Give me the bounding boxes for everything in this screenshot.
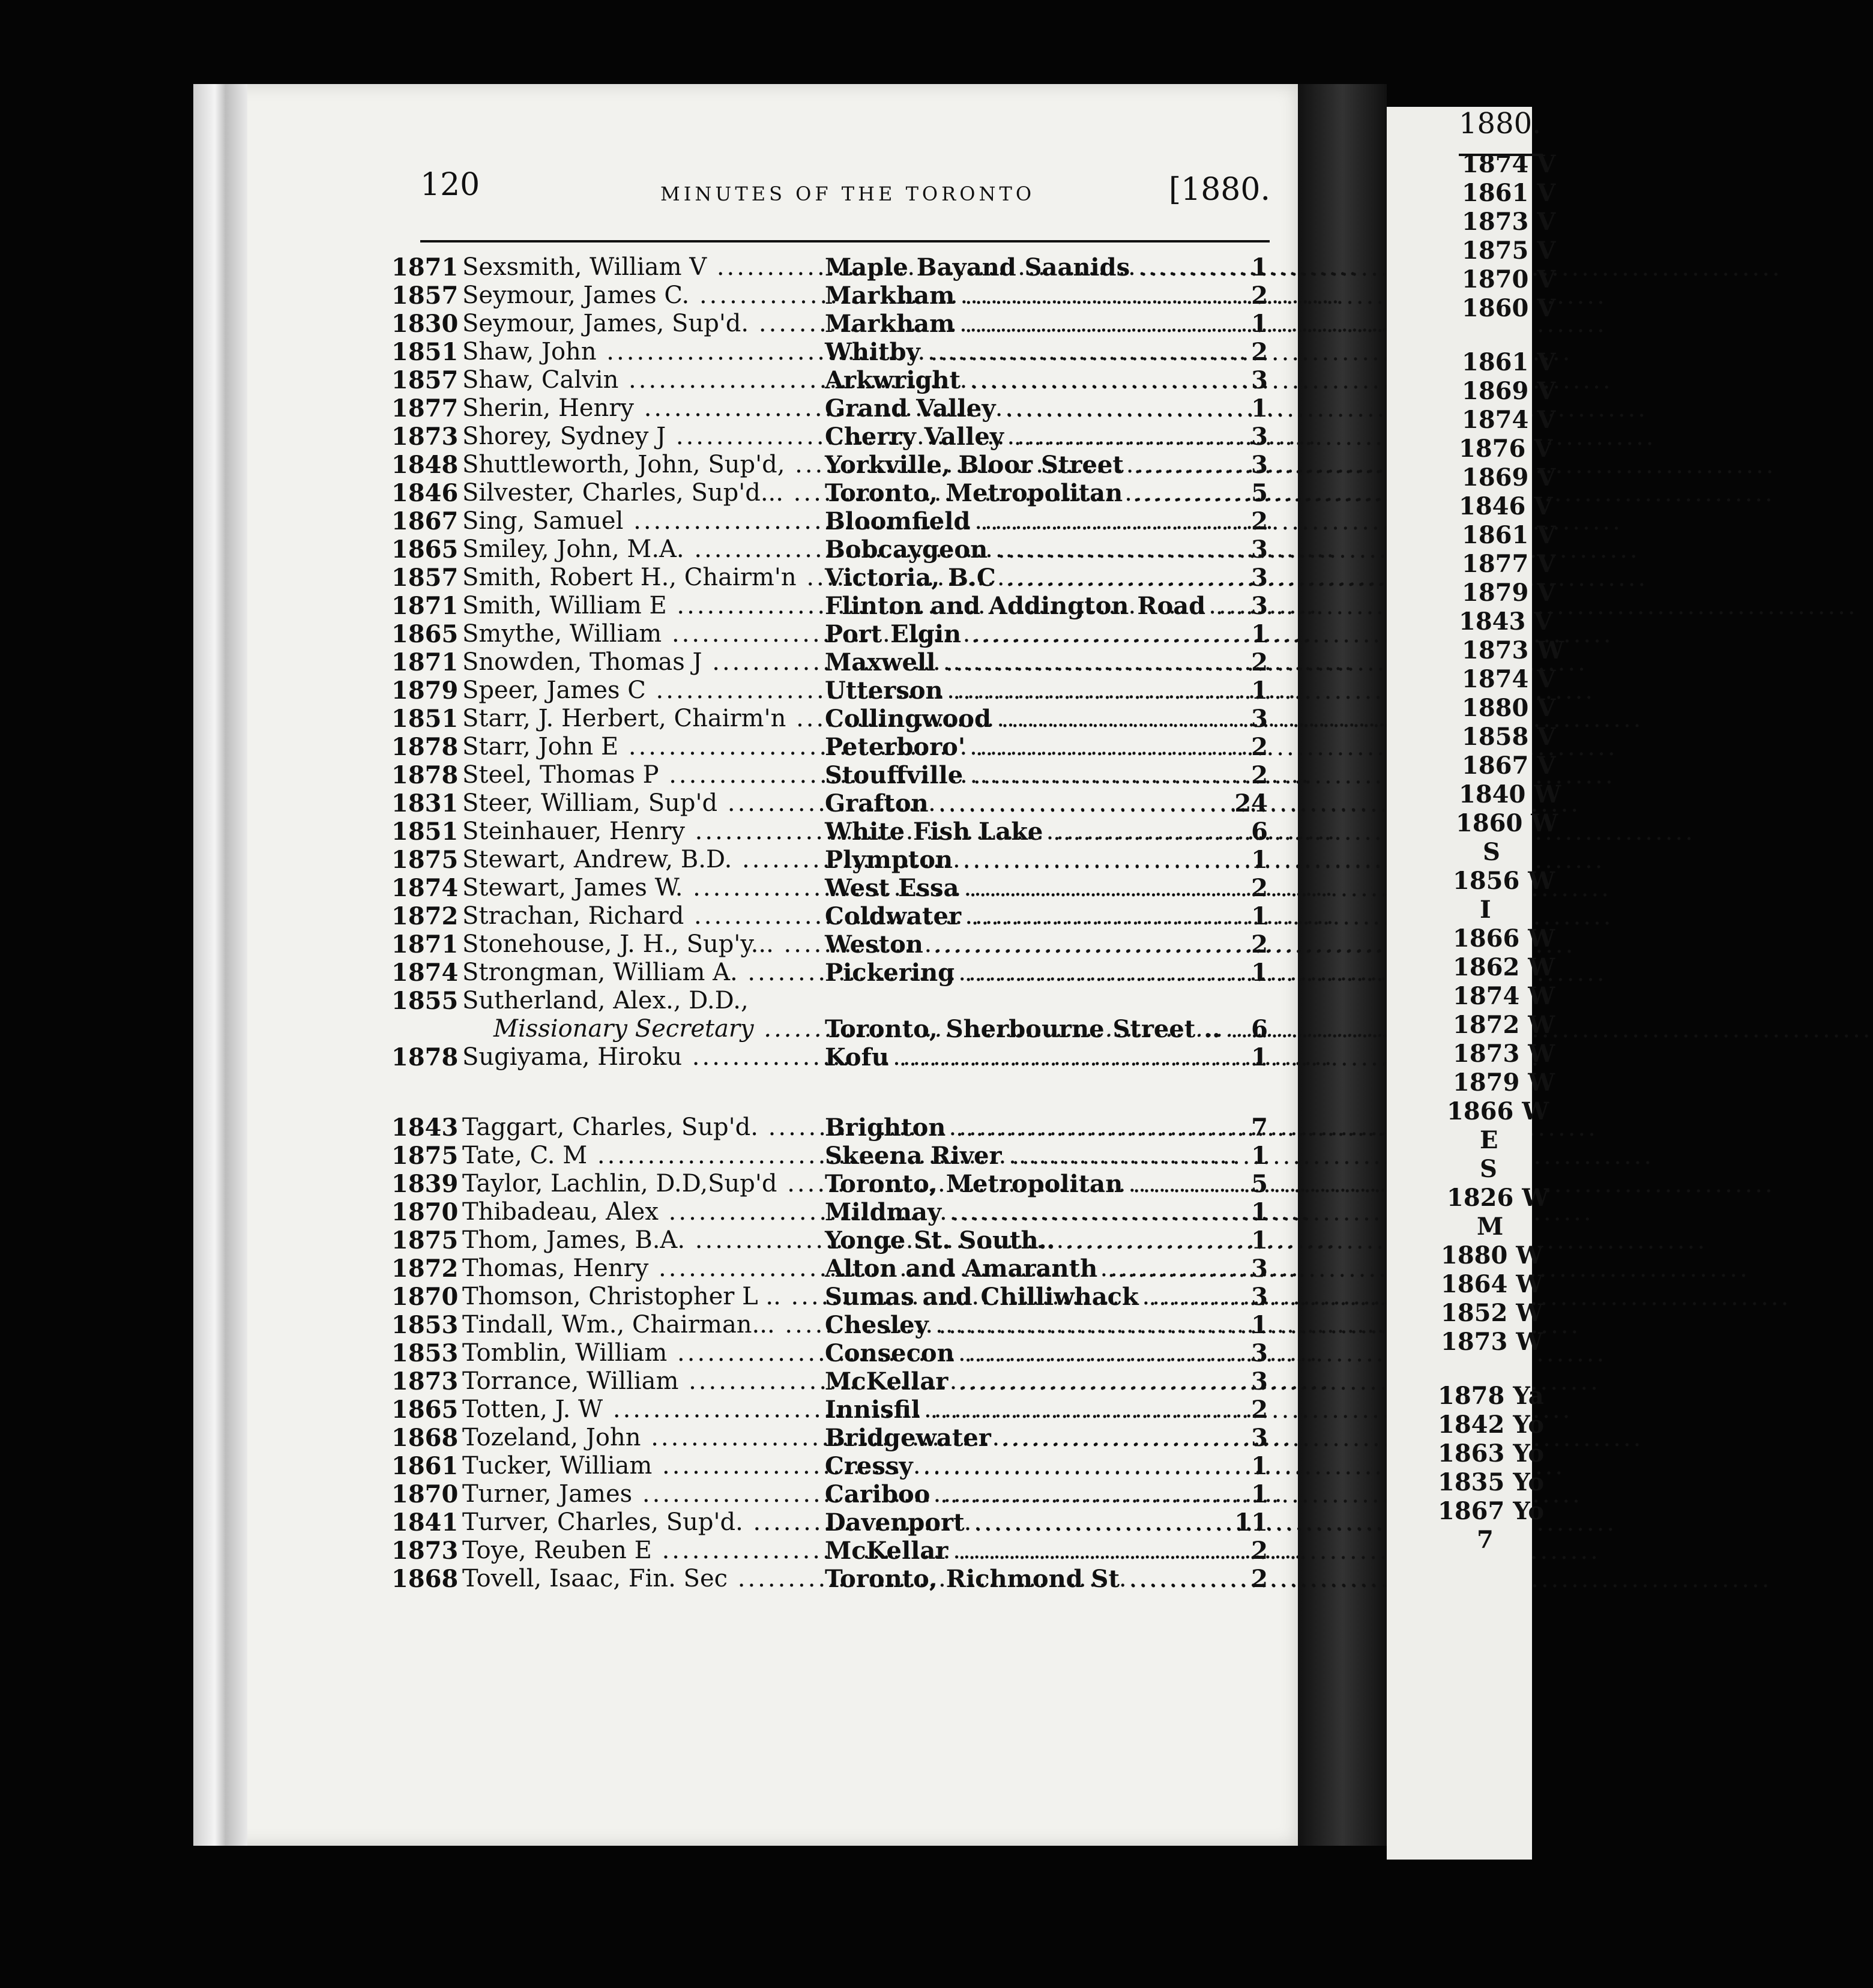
entry-years: 1 bbox=[1251, 310, 1268, 338]
list-item bbox=[391, 620, 1268, 648]
entry-name: Speer, James C ..... bbox=[462, 676, 822, 705]
entry-year: 1871 bbox=[391, 648, 459, 676]
right-fragment: 1877 V bbox=[1462, 550, 1556, 578]
list-item bbox=[391, 1565, 1268, 1593]
entry-place: Grand Valley ..... bbox=[825, 394, 1209, 423]
right-fragment: S bbox=[1483, 838, 1500, 866]
entry-name: Smythe, William ..... bbox=[462, 620, 822, 648]
header-year: [1880. bbox=[1168, 172, 1270, 208]
right-fragment: 1861 V bbox=[1462, 348, 1556, 376]
right-fragment: 1874 V bbox=[1462, 150, 1556, 178]
entry-name: Thibadeau, Alex ..... bbox=[462, 1198, 822, 1226]
entry-years: 2 bbox=[1251, 282, 1268, 310]
right-page bbox=[1387, 107, 1564, 1860]
entry-year: 1861 bbox=[391, 1452, 459, 1480]
entry-place: Davenport ..... bbox=[825, 1508, 1209, 1537]
entry-years: 3 bbox=[1251, 451, 1268, 479]
list-item bbox=[391, 902, 1268, 930]
entry-year: 1871 bbox=[391, 592, 459, 620]
entry-year: 1875 bbox=[391, 846, 459, 874]
entry-place: Weston ..... bbox=[825, 930, 1209, 959]
entry-years: 7 bbox=[1251, 1113, 1268, 1142]
entry-place: Bloomfield ..... bbox=[825, 507, 1209, 536]
entry-year: 1851 bbox=[391, 818, 459, 846]
entry-place: Toronto, Metropolitan ..... bbox=[825, 1170, 1209, 1199]
entry-year: 1851 bbox=[391, 705, 459, 733]
entry-name: Turver, Charles, Sup'd. ..... bbox=[462, 1508, 822, 1537]
entry-years: 1 bbox=[1251, 846, 1268, 874]
entry-place: Cariboo ..... bbox=[825, 1480, 1209, 1509]
list-item bbox=[391, 705, 1268, 733]
list-item bbox=[391, 1537, 1268, 1565]
entry-years: 3 bbox=[1251, 1424, 1268, 1452]
list-item bbox=[391, 451, 1268, 479]
right-fragment: 1880 W bbox=[1441, 1241, 1543, 1270]
list-item bbox=[391, 1255, 1268, 1283]
entry-name: Stewart, James W. ..... bbox=[462, 874, 822, 902]
entry-years: 1 bbox=[1251, 620, 1268, 648]
right-fragment: 1858 V bbox=[1462, 723, 1556, 751]
entry-place: Flinton and Addington Road ..... bbox=[825, 592, 1209, 621]
right-fragment: 1879 W bbox=[1453, 1068, 1555, 1097]
entry-place: Port Elgin ..... bbox=[825, 620, 1209, 649]
entry-year: 1865 bbox=[391, 620, 459, 648]
list-item bbox=[391, 648, 1268, 676]
right-fragment: 7 bbox=[1477, 1526, 1494, 1554]
list-item bbox=[391, 394, 1268, 423]
list-item bbox=[391, 1508, 1268, 1537]
entry-year: 1870 bbox=[391, 1198, 459, 1226]
entry-year: 1873 bbox=[391, 1537, 459, 1565]
list-item bbox=[391, 1424, 1268, 1452]
list-item bbox=[391, 1170, 1268, 1198]
entry-year: 1857 bbox=[391, 282, 459, 310]
entry-name: Tucker, William ..... bbox=[462, 1452, 822, 1480]
right-fragment: 1869 V bbox=[1462, 377, 1556, 405]
right-fragment: 1869 V bbox=[1462, 463, 1556, 492]
entry-place: Plympton ..... bbox=[825, 846, 1209, 875]
list-item bbox=[391, 818, 1268, 846]
entry-year: 1871 bbox=[391, 253, 459, 282]
entry-year: 1865 bbox=[391, 1396, 459, 1424]
list-item bbox=[391, 423, 1268, 451]
entry-place: Alton and Amaranth ..... bbox=[825, 1255, 1209, 1283]
entry-year: 1871 bbox=[391, 930, 459, 959]
right-fragment: 1875 V bbox=[1462, 236, 1556, 265]
entry-place: Coldwater ..... bbox=[825, 902, 1209, 931]
entry-years: 1 bbox=[1251, 1198, 1268, 1226]
entry-name: Starr, J. Herbert, Chairm'n ..... bbox=[462, 705, 822, 733]
entry-years: 1 bbox=[1251, 959, 1268, 987]
entry-place: Peterboro' ..... bbox=[825, 733, 1209, 762]
entry-place: Toronto, Metropolitan ..... bbox=[825, 479, 1209, 508]
entry-years: 3 bbox=[1251, 1255, 1268, 1283]
entry-name: Sugiyama, Hiroku ..... bbox=[462, 1043, 822, 1071]
entry-name: Tate, C. M ..... bbox=[462, 1142, 822, 1170]
right-fragment: 1826 W bbox=[1447, 1184, 1549, 1212]
entry-years: 3 bbox=[1251, 592, 1268, 620]
entry-name: Smith, Robert H., Chairm'n ..... bbox=[462, 564, 822, 592]
entry-place: Mildmay ..... bbox=[825, 1198, 1209, 1227]
entry-year: 1878 bbox=[391, 1043, 459, 1071]
list-item bbox=[391, 1043, 1268, 1071]
list-item bbox=[391, 1480, 1268, 1508]
entry-year: 1853 bbox=[391, 1311, 459, 1339]
entry-years: 3 bbox=[1251, 1339, 1268, 1367]
entry-place: White Fish Lake ..... bbox=[825, 818, 1209, 846]
entry-years: 3 bbox=[1251, 1283, 1268, 1311]
entry-name: Thom, James, B.A. ..... bbox=[462, 1226, 822, 1255]
right-fragment: I bbox=[1480, 896, 1491, 924]
entry-year: 1875 bbox=[391, 1226, 459, 1255]
list-item bbox=[391, 1452, 1268, 1480]
entry-place: Kofu ..... bbox=[825, 1043, 1209, 1072]
entry-years: 3 bbox=[1251, 366, 1268, 394]
entry-year: 1874 bbox=[391, 874, 459, 902]
entry-year: 1841 bbox=[391, 1508, 459, 1537]
entry-year: 1855 bbox=[391, 987, 459, 1015]
entry-place: McKellar ..... bbox=[825, 1537, 1209, 1565]
entry-years: 3 bbox=[1251, 535, 1268, 564]
right-fragment: 1873 W bbox=[1453, 1040, 1555, 1068]
entry-year: 1865 bbox=[391, 535, 459, 564]
entry-year: 1877 bbox=[391, 394, 459, 423]
right-fragment: 1852 W bbox=[1441, 1299, 1543, 1327]
section-gap bbox=[391, 1071, 1268, 1113]
entry-name: Smith, William E ..... bbox=[462, 592, 822, 620]
entry-years: 1 bbox=[1251, 1480, 1268, 1508]
entry-years: 1 bbox=[1251, 394, 1268, 423]
right-fragment: 1842 Yo bbox=[1438, 1411, 1545, 1439]
entry-name: Seymour, James, Sup'd. ..... bbox=[462, 310, 822, 338]
entry-year: 1873 bbox=[391, 423, 459, 451]
list-item bbox=[391, 676, 1268, 705]
entry-year: 1857 bbox=[391, 366, 459, 394]
entry-years: 1 bbox=[1251, 1452, 1268, 1480]
list-item bbox=[391, 1396, 1268, 1424]
entry-place: Yorkville, Bloor Street ..... bbox=[825, 451, 1209, 480]
right-fragment: 1866 W bbox=[1447, 1097, 1549, 1125]
entry-year: 1872 bbox=[391, 1255, 459, 1283]
entry-year: 1878 bbox=[391, 733, 459, 761]
entry-name: Missionary Secretary ..... bbox=[493, 1015, 822, 1043]
entry-name: Torrance, William ..... bbox=[462, 1367, 822, 1396]
entry-place: Toronto, Richmond St ..... bbox=[825, 1565, 1209, 1594]
list-item bbox=[391, 959, 1268, 987]
entry-name: Shaw, Calvin ..... bbox=[462, 366, 822, 394]
entry-name: Snowden, Thomas J ..... bbox=[462, 648, 822, 676]
entry-name: Tozeland, John ..... bbox=[462, 1424, 822, 1452]
right-fragment: 1876 V bbox=[1459, 435, 1553, 463]
right-fragment: 1872 W bbox=[1453, 1011, 1555, 1039]
entry-name: Sing, Samuel ..... bbox=[462, 507, 822, 535]
entry-place: Markham ..... bbox=[825, 282, 1209, 310]
right-fragment: 1867 Yo bbox=[1438, 1497, 1545, 1525]
list-item bbox=[391, 789, 1268, 818]
right-fragment: 1835 Yo bbox=[1438, 1468, 1545, 1496]
running-header bbox=[420, 161, 1285, 221]
entry-name: Smiley, John, M.A. ..... bbox=[462, 535, 822, 564]
entry-place: Stouffville ..... bbox=[825, 761, 1209, 790]
entry-place: Cressy ..... bbox=[825, 1452, 1209, 1481]
list-item bbox=[391, 1015, 1268, 1043]
entry-place: Consecon ..... bbox=[825, 1339, 1209, 1368]
entry-year: 1851 bbox=[391, 338, 459, 366]
entry-years: 2 bbox=[1251, 507, 1268, 535]
entry-year: 1870 bbox=[391, 1480, 459, 1508]
list-item bbox=[391, 1226, 1268, 1255]
entry-place: Whitby ..... bbox=[825, 338, 1209, 367]
entry-place: Victoria, B.C ..... bbox=[825, 564, 1209, 592]
entry-years: 3 bbox=[1251, 564, 1268, 592]
entry-name: Taggart, Charles, Sup'd. ..... bbox=[462, 1113, 822, 1142]
list-item bbox=[391, 366, 1268, 394]
list-item bbox=[391, 846, 1268, 874]
right-fragment: 1866 W bbox=[1453, 924, 1555, 953]
right-fragment: 1867 V bbox=[1462, 752, 1556, 780]
entry-place: Maxwell ..... bbox=[825, 648, 1209, 677]
list-item bbox=[391, 282, 1268, 310]
entry-year: 1848 bbox=[391, 451, 459, 479]
entry-years: 1 bbox=[1251, 1226, 1268, 1255]
entry-years: 1 bbox=[1251, 1043, 1268, 1071]
minister-listing bbox=[391, 253, 1268, 1593]
entry-name: Steer, William, Sup'd ..... bbox=[462, 789, 822, 818]
list-item bbox=[391, 1198, 1268, 1226]
entry-year: 1868 bbox=[391, 1424, 459, 1452]
entry-place: Yonge St. South.. ..... bbox=[825, 1226, 1209, 1255]
entry-name: Silvester, Charles, Sup'd... ..... bbox=[462, 479, 822, 507]
entry-name: Toye, Reuben E ..... bbox=[462, 1537, 822, 1565]
entry-name: Stonehouse, J. H., Sup'y... ..... bbox=[462, 930, 822, 959]
right-header-year: 1880. bbox=[1459, 107, 1542, 140]
entry-place: McKellar ..... bbox=[825, 1367, 1209, 1396]
entry-year: 1868 bbox=[391, 1565, 459, 1593]
entry-years: 1 bbox=[1251, 1311, 1268, 1339]
entry-name: Steinhauer, Henry ..... bbox=[462, 818, 822, 846]
list-item bbox=[391, 507, 1268, 535]
entry-years: 3 bbox=[1251, 1367, 1268, 1396]
entry-years: 2 bbox=[1251, 761, 1268, 789]
entry-years: 1 bbox=[1251, 676, 1268, 705]
entry-place: West Essa ..... bbox=[825, 874, 1209, 903]
right-fragment: 1846 V bbox=[1459, 492, 1553, 520]
right-fragment: 1880 V bbox=[1462, 694, 1556, 722]
right-fragment: 1861 V bbox=[1462, 521, 1556, 549]
right-fragment: E bbox=[1480, 1126, 1498, 1154]
entry-year: 1874 bbox=[391, 959, 459, 987]
entry-place: Brighton ..... bbox=[825, 1113, 1209, 1142]
entry-name: Seymour, James C. ..... bbox=[462, 282, 822, 310]
entry-years: 6 bbox=[1251, 1015, 1268, 1043]
entry-years: 2 bbox=[1251, 648, 1268, 676]
entry-year: 1839 bbox=[391, 1170, 459, 1198]
right-fragment: 1860 V bbox=[1462, 294, 1556, 322]
entry-name: Turner, James ..... bbox=[462, 1480, 822, 1508]
entry-place: Bobcaygeon ..... bbox=[825, 535, 1209, 564]
entry-name: Shuttleworth, John, Sup'd, ..... bbox=[462, 451, 822, 479]
entry-place: Markham ..... bbox=[825, 310, 1209, 339]
entry-years: 1 bbox=[1251, 1142, 1268, 1170]
entry-place: Skeena River ..... bbox=[825, 1142, 1209, 1170]
entry-year: 1853 bbox=[391, 1339, 459, 1367]
list-item bbox=[391, 592, 1268, 620]
entry-name: Thomson, Christopher L .. ..... bbox=[462, 1283, 822, 1311]
right-fragment: 1863 Yo bbox=[1438, 1439, 1545, 1468]
page-number: 120 bbox=[420, 167, 480, 203]
entry-year: 1831 bbox=[391, 789, 459, 818]
list-item bbox=[391, 1311, 1268, 1339]
entry-name: Sutherland, Alex., D.D., bbox=[462, 987, 749, 1014]
entry-name: Steel, Thomas P ..... bbox=[462, 761, 822, 789]
entry-years: 2 bbox=[1251, 874, 1268, 902]
entry-name: Tindall, Wm., Chairman... ..... bbox=[462, 1311, 822, 1339]
right-fragment: 1862 W bbox=[1453, 953, 1555, 981]
entry-place: Utterson ..... bbox=[825, 676, 1209, 705]
entry-place: Grafton ..... bbox=[825, 789, 1209, 818]
entry-place: Chesley ..... bbox=[825, 1311, 1209, 1340]
entry-years: 3 bbox=[1251, 705, 1268, 733]
entry-years: 2 bbox=[1251, 1537, 1268, 1565]
right-fragment: 1843 V bbox=[1459, 607, 1553, 636]
right-fragment: 1861 V bbox=[1462, 179, 1556, 207]
entry-name: Shorey, Sydney J ..... bbox=[462, 423, 822, 451]
entry-years: 2 bbox=[1251, 733, 1268, 761]
list-item bbox=[391, 1113, 1268, 1142]
list-item bbox=[391, 1367, 1268, 1396]
right-fragment: 1878 Ya bbox=[1438, 1382, 1544, 1410]
entry-name: Totten, J. W ..... bbox=[462, 1396, 822, 1424]
entry-years: 24 bbox=[1234, 789, 1268, 818]
entry-year: 1873 bbox=[391, 1367, 459, 1396]
entry-place: Innisfil ..... bbox=[825, 1396, 1209, 1424]
right-fragment: 1873 V bbox=[1462, 208, 1556, 236]
entry-place: Pickering ..... bbox=[825, 959, 1209, 987]
entry-place: Sumas and Chilliwhack ..... bbox=[825, 1283, 1209, 1312]
list-item bbox=[391, 930, 1268, 959]
entry-name: Stewart, Andrew, B.D. ..... bbox=[462, 846, 822, 874]
right-fragment: 1874 V bbox=[1462, 665, 1556, 693]
right-fragment: M bbox=[1477, 1212, 1504, 1241]
entry-name: Strachan, Richard ..... bbox=[462, 902, 822, 930]
list-item bbox=[391, 564, 1268, 592]
list-item bbox=[391, 338, 1268, 366]
entry-place: Arkwright ..... bbox=[825, 366, 1209, 395]
list-item bbox=[391, 761, 1268, 789]
entry-years: 2 bbox=[1251, 1396, 1268, 1424]
entry-year: 1879 bbox=[391, 676, 459, 705]
entry-name: Shaw, John ..... bbox=[462, 338, 822, 366]
entry-year: 1830 bbox=[391, 310, 459, 338]
entry-year: 1872 bbox=[391, 902, 459, 930]
entry-years: 2 bbox=[1251, 338, 1268, 366]
entry-year: 1857 bbox=[391, 564, 459, 592]
entry-name: Tovell, Isaac, Fin. Sec ..... bbox=[462, 1565, 822, 1593]
right-fragment: 1874 W bbox=[1453, 982, 1555, 1010]
entry-years: 1 bbox=[1251, 253, 1268, 282]
entry-place: Toronto, Sherbourne Street .. ..... bbox=[825, 1015, 1209, 1044]
right-fragment: 1860 W bbox=[1456, 809, 1558, 837]
right-fragment: 1873 W bbox=[1462, 636, 1564, 664]
entry-name: Taylor, Lachlin, D.D,Sup'd ..... bbox=[462, 1170, 822, 1198]
entry-years: 2 bbox=[1251, 1565, 1268, 1593]
page-edges bbox=[193, 84, 247, 1846]
entry-years: 2 bbox=[1251, 930, 1268, 959]
entry-year: 1870 bbox=[391, 1283, 459, 1311]
entry-year: 1875 bbox=[391, 1142, 459, 1170]
list-item bbox=[391, 479, 1268, 507]
entry-year: 1878 bbox=[391, 761, 459, 789]
entry-name: Sherin, Henry ..... bbox=[462, 394, 822, 423]
entry-years: 5 bbox=[1251, 479, 1268, 507]
entry-place: Maple Bayand Saanids ..... bbox=[825, 253, 1209, 282]
list-item bbox=[391, 1339, 1268, 1367]
right-fragment: 1864 W bbox=[1441, 1270, 1543, 1298]
header-rule bbox=[420, 240, 1270, 242]
running-title: MINUTES OF THE TORONTO bbox=[660, 182, 1036, 205]
list-item bbox=[391, 535, 1268, 564]
entry-place: Collingwood ..... bbox=[825, 705, 1209, 733]
list-item bbox=[391, 310, 1268, 338]
entry-year: 1846 bbox=[391, 479, 459, 507]
right-fragment: 1870 V bbox=[1462, 265, 1556, 294]
entry-years: 11 bbox=[1234, 1508, 1268, 1537]
entry-years: 1 bbox=[1251, 902, 1268, 930]
entry-years: 3 bbox=[1251, 423, 1268, 451]
right-fragment: 1840 W bbox=[1459, 780, 1561, 809]
entry-years: 6 bbox=[1251, 818, 1268, 846]
entry-place: Cherry Valley ..... bbox=[825, 423, 1209, 451]
entry-name: Strongman, William A. ..... bbox=[462, 959, 822, 987]
list-item bbox=[391, 874, 1268, 902]
entry-years: 5 bbox=[1251, 1170, 1268, 1198]
list-item bbox=[391, 253, 1268, 282]
list-item bbox=[391, 1142, 1268, 1170]
list-item bbox=[391, 733, 1268, 761]
entry-name: Sexsmith, William V ..... bbox=[462, 253, 822, 282]
entry-year: 1867 bbox=[391, 507, 459, 535]
entry-year: 1843 bbox=[391, 1113, 459, 1142]
list-item bbox=[391, 1283, 1268, 1311]
right-fragment: 1874 V bbox=[1462, 406, 1556, 434]
list-item bbox=[391, 987, 1268, 1015]
right-fragment: 1873 W bbox=[1441, 1328, 1543, 1356]
right-fragment: S bbox=[1480, 1155, 1497, 1183]
entry-name: Starr, John E ..... bbox=[462, 733, 822, 761]
right-fragment: 1879 V bbox=[1462, 579, 1556, 607]
right-fragment: 1856 W bbox=[1453, 867, 1555, 895]
entry-name: Thomas, Henry ..... bbox=[462, 1255, 822, 1283]
entry-place: Bridgewater ..... bbox=[825, 1424, 1209, 1453]
entry-name: Tomblin, William ..... bbox=[462, 1339, 822, 1367]
